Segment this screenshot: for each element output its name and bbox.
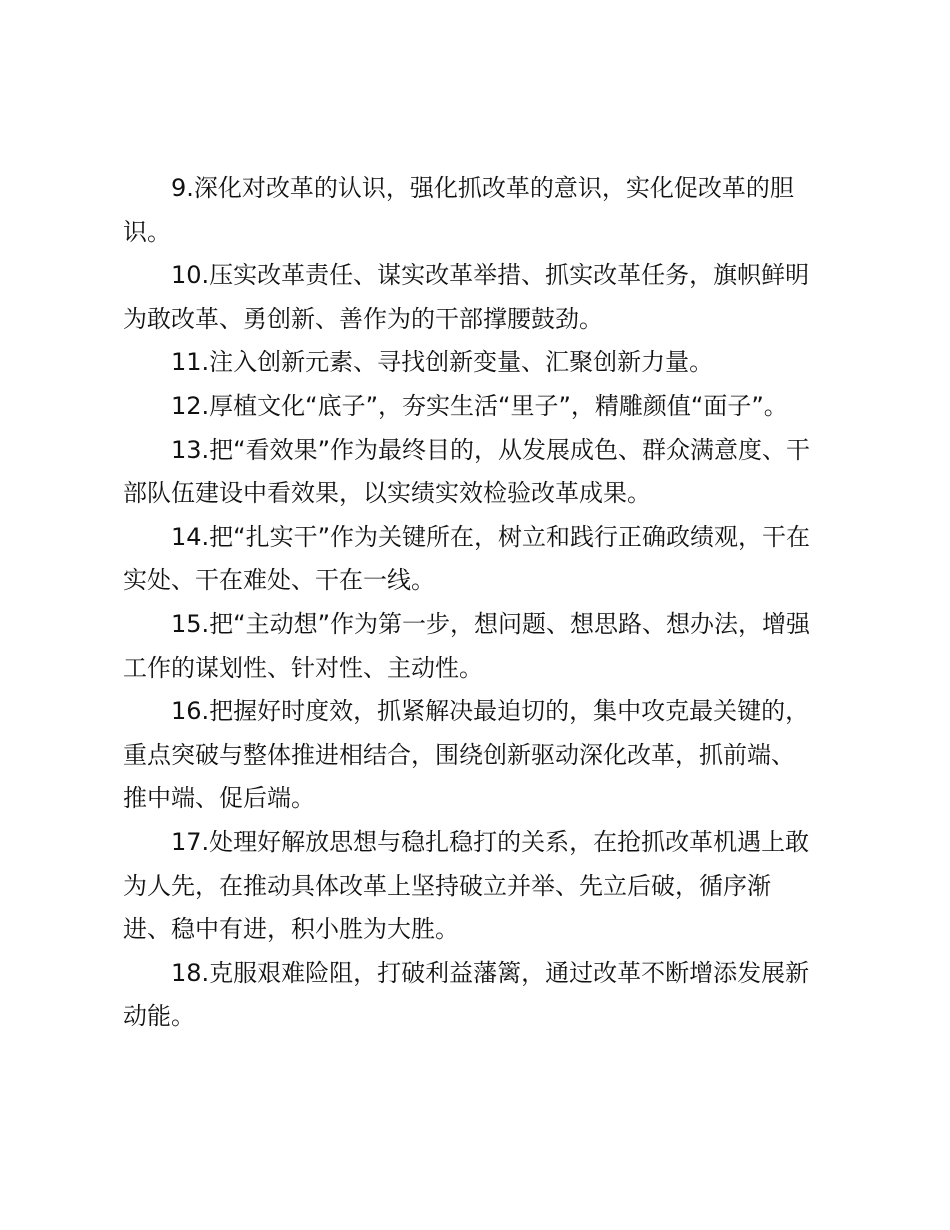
paragraph-16	[123, 690, 839, 821]
paragraph-line: 16.把握好时度效，抓紧解决最迫切的，集中攻克最关键的，	[171, 697, 810, 726]
paragraph-line: 18.克服艰难险阻，打破利益藩篱，通过改革不断增添发展新	[171, 958, 810, 987]
paragraph-18	[123, 952, 839, 1039]
paragraph-line: 部队伍建设中看效果，以实绩实效检验改革成果。	[123, 479, 651, 508]
paragraph-line: 推中端、促后端。	[123, 784, 315, 813]
paragraph-line: 12.厚植文化“底子”，夯实生活“里子”，精雕颜值“面子”。	[171, 391, 788, 420]
paragraph-13	[123, 429, 839, 516]
paragraph-15	[123, 603, 839, 690]
paragraph-line: 13.把“看效果”作为最终目的，从发展成色、群众满意度、干	[171, 435, 811, 464]
paragraph-line: 动能。	[123, 1002, 195, 1031]
paragraph-line: 9.深化对改革的认识，强化抓改革的意识，实化促改革的胆	[171, 174, 794, 202]
paragraph-14	[123, 516, 839, 603]
paragraph-12	[123, 385, 839, 429]
paragraph-line: 15.把“主动想”作为第一步，想问题、想思路、想办法，增强	[171, 609, 811, 638]
paragraph-line: 10.压实改革责任、谋实改革举措、抓实改革任务，旗帜鲜明	[171, 261, 810, 290]
paragraph-line: 识。	[123, 217, 171, 246]
paragraph-line: 进、稳中有进，积小胜为大胜。	[123, 915, 459, 944]
paragraph-17	[123, 821, 839, 952]
paragraph-10	[123, 254, 839, 341]
paragraph-11	[123, 341, 839, 385]
paragraph-line: 重点突破与整体推进相结合，围绕创新驱动深化改革，抓前端、	[123, 740, 795, 769]
paragraph-line: 为敢改革、勇创新、善作为的干部撑腰鼓劲。	[123, 304, 603, 333]
paragraph-line: 为人先，在推动具体改革上坚持破立并举、先立后破，循序渐	[123, 871, 771, 900]
paragraph-line: 实处、干在难处、干在一线。	[123, 566, 435, 595]
paragraph-line: 17.处理好解放思想与稳扎稳打的关系，在抢抓改革机遇上敢	[171, 827, 810, 856]
paragraph-line: 工作的谋划性、针对性、主动性。	[123, 653, 483, 682]
paragraph-line: 11.注入创新元素、寻找创新变量、汇聚创新力量。	[171, 348, 714, 377]
document-body	[123, 167, 839, 1039]
paragraph-9	[123, 167, 839, 254]
paragraph-line: 14.把“扎实干”作为关键所在，树立和践行正确政绩观，干在	[171, 522, 811, 551]
